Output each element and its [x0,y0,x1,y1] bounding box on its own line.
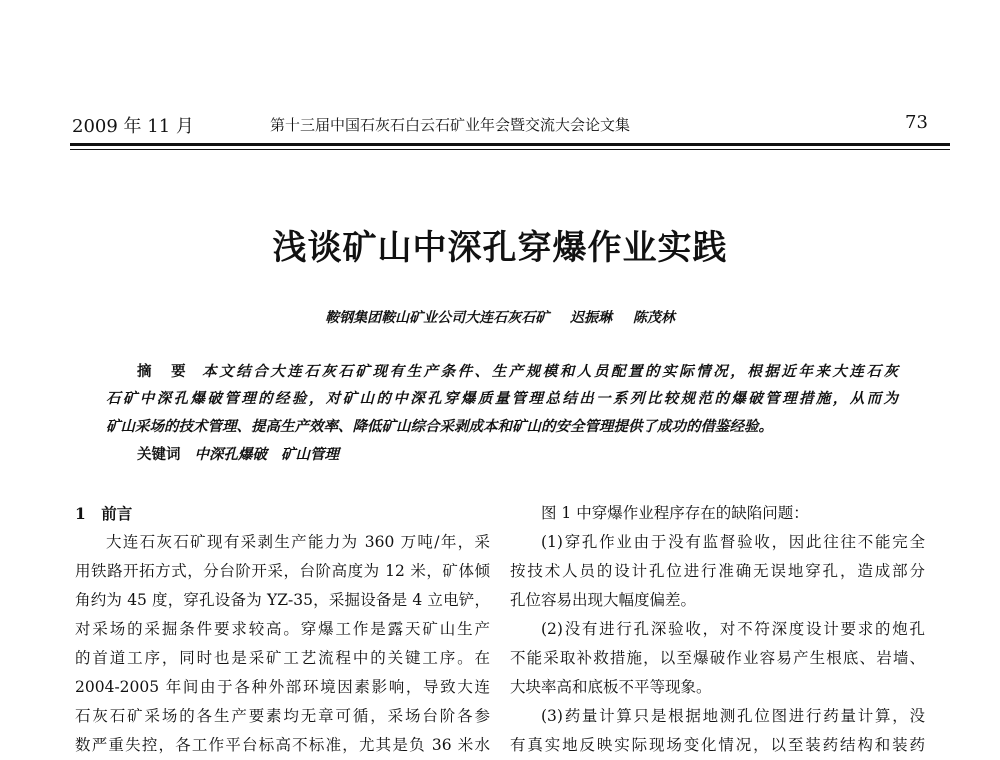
page-number: 73 [905,112,928,133]
body-line: 孔位容易出现大幅度偏差。 [510,591,697,609]
header-rule-thin [70,149,950,150]
header-date: 2009 年 11 月 [72,116,194,137]
keyword: 中深孔爆破 [194,446,267,463]
keywords-label: 关键词 [137,446,181,463]
left-column [75,499,490,760]
abstract-label: 摘 要 [137,363,189,380]
header-conference: 第十三届中国石灰石白云石矿业年会暨交流大会论文集 [270,116,631,134]
right-column [510,499,925,760]
author-name: 陈茂林 [632,310,675,326]
body-line: 对采场的采掘条件要求较高。穿爆工作是露天矿山生产 [75,620,490,638]
body-line: 角约为 45 度，穿孔设备为 YZ-35，采掘设备是 4 立电铲， [75,591,490,609]
abstract-line: 矿山采场的技术管理、提高生产效率、降低矿山综合采剥成本和矿山的安全管理提供了成功的借鉴经验。 [106,418,773,435]
keywords [137,443,929,464]
body-line: 的首道工序，同时也是采矿工艺流程中的关键工序。在 [75,649,490,667]
body-line: 图 1 中穿爆作业程序存在的缺陷问题： [541,504,809,522]
keyword: 矿山管理 [281,446,339,463]
body-line: (2)没有进行孔深验收，对不符深度设计要求的炮孔 [541,620,925,638]
body-line: 数严重失控，各工作平台标高不标准，尤其是负 36 米水 [75,736,490,754]
header-rule-thick [70,143,950,146]
body-line: (1)穿孔作业由于没有监督验收，因此往往不能完全 [541,533,925,551]
body-line: 石灰石矿采场的各生产要素均无章可循，采场台阶各参 [75,707,490,725]
body-line: 2004-2005 年间由于各种外部环境因素影响，导致大连 [75,678,490,696]
body-line: 有真实地反映实际现场变化情况，以至装药结构和装药 [510,736,925,754]
author-name: 迟振琳 [570,310,612,326]
body-line: 不能采取补救措施，以至爆破作业容易产生根底、岩墙、 [510,649,925,667]
section-heading: 1 前言 [75,504,133,523]
body-line: (3)药量计算只是根据地测孔位图进行药量计算，没 [541,707,925,725]
affiliation: 鞍钢集团鞍山矿业公司大连石灰石矿 [325,310,550,326]
body-line: 按技术人员的设计孔位进行准确无误地穿孔，造成部分 [510,562,925,580]
abstract-line: 摘 要 本文结合大连石灰石矿现有生产条件、生产规模和人员配置的实际情况，根据近年来大连石灰 [137,363,899,380]
body-line: 大块率高和底板不平等现象。 [510,678,712,696]
abstract-line: 石矿中深孔爆破管理的经验，对矿山的中深孔穿爆质量管理总结出一系列比较规范的爆破管理措施，从而为 [106,390,898,407]
body-line: 大连石灰石矿现有采剥生产能力为 360 万吨/年，采 [106,533,490,551]
author-line [0,307,1000,327]
body-line: 用铁路开拓方式，分台阶开采，台阶高度为 12 米，矿体倾 [75,562,490,580]
paper-title: 浅谈矿山中深孔穿爆作业实践 [272,228,728,268]
